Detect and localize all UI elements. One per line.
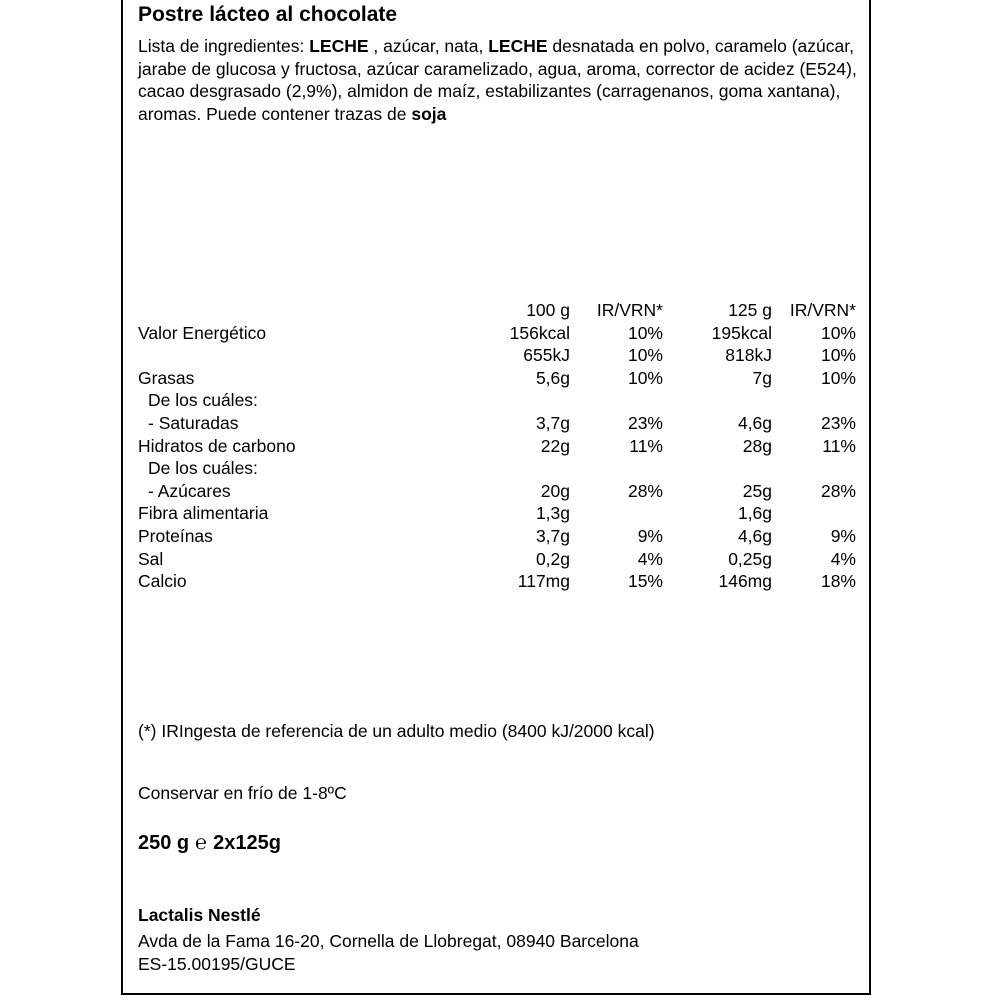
ir-125g: 4%: [830, 548, 856, 569]
nutrition-row: [138, 526, 858, 549]
nutrient-label: - Saturadas: [148, 412, 239, 433]
nutrient-label: Sal: [138, 548, 164, 569]
ir-100g: 10%: [627, 367, 663, 388]
allergen-milk: LECHE: [488, 36, 548, 56]
company-info: [138, 930, 639, 976]
value-125g: 195kcal: [711, 322, 772, 343]
value-100g: 117mg: [517, 571, 570, 592]
footnote: (*) IRIngesta de referencia de un adulto medio (8400 kJ/2000 kcal): [138, 721, 655, 741]
value-100g: 3,7g: [535, 412, 570, 433]
ir-100g: 23%: [627, 412, 663, 433]
nutrition-row: [138, 503, 858, 526]
nutrition-row: [138, 458, 858, 481]
nutrient-label: Valor Energético: [138, 322, 267, 343]
nutrition-row: [138, 368, 858, 391]
nutrition-row: [138, 571, 858, 594]
nutrition-row: [138, 323, 858, 346]
storage-instructions: Conservar en frío de 1-8ºC: [138, 783, 347, 803]
nutrition-row: [138, 436, 858, 459]
allergen-soy: soja: [411, 103, 447, 124]
value-100g: 655kJ: [523, 345, 570, 366]
value-125g: 1,6g: [737, 503, 772, 524]
registry-number: ES-15.00195/GUCE: [138, 954, 296, 974]
value-125g: 4,6g: [737, 525, 772, 546]
header-125g: 125 g: [728, 300, 772, 320]
nutrient-label: - Azúcares: [148, 480, 231, 501]
nutrition-row: [138, 481, 858, 504]
nutrition-row: [138, 390, 858, 413]
value-100g: 156kcal: [509, 322, 570, 343]
ir-100g: 4%: [637, 548, 663, 569]
ir-125g: 18%: [820, 571, 856, 592]
company-address: Avda de la Fama 16-20, Cornella de Llobregat, 08940 Barcelona: [138, 931, 639, 951]
header-ir-100: IR/VRN*: [596, 300, 663, 320]
value-125g: 25g: [742, 480, 772, 501]
ir-125g: 9%: [830, 525, 856, 546]
value-100g: 22g: [540, 435, 570, 456]
nutrition-header-row: [138, 300, 858, 323]
ingredients-text: , azúcar, nata,: [368, 36, 489, 56]
ir-100g: 15%: [627, 571, 663, 592]
nutrient-label: Fibra alimentaria: [138, 503, 269, 524]
nutrient-label: Proteínas: [138, 525, 213, 546]
ir-125g: 10%: [820, 345, 856, 366]
ir-125g: 10%: [820, 367, 856, 388]
ir-125g: 11%: [822, 435, 856, 456]
value-125g: 146mg: [718, 571, 772, 592]
ir-100g: 9%: [637, 525, 663, 546]
ingredients-text: desnatada en polvo, caramelo (azúcar, jarabe de glucosa y fructosa, azúcar caramelizado, agua, aroma, corrector de acidez (E524), cacao desgrasado (2,9%), almidon de maíz, estabilizantes (carragenanos, goma xantana), aromas. Puede contener trazas de: [138, 36, 857, 124]
value-100g: 5,6g: [535, 367, 570, 388]
estimated-sign-icon: ℮: [195, 832, 208, 854]
header-ir-125: IR/VRN*: [789, 300, 856, 320]
value-125g: 7g: [752, 367, 772, 388]
nutrient-label: Hidratos de carbono: [138, 435, 296, 456]
nutrition-row: [138, 549, 858, 572]
units-value: 2x125g: [213, 832, 282, 854]
nutrition-table: [138, 300, 858, 594]
ingredients-intro: Lista de ingredientes:: [138, 36, 310, 56]
value-125g: 0,25g: [728, 548, 772, 569]
product-title: Postre lácteo al chocolate: [138, 3, 398, 26]
company-name: Lactalis Nestlé: [138, 905, 261, 925]
nutrition-row: [138, 345, 858, 368]
nutrient-label: Grasas: [138, 367, 195, 388]
header-100g: 100 g: [526, 300, 570, 320]
value-100g: 3,7g: [535, 525, 570, 546]
value-125g: 28g: [742, 435, 772, 456]
value-100g: 20g: [540, 480, 570, 501]
ir-125g: 28%: [820, 480, 856, 501]
allergen-milk: LECHE: [309, 36, 369, 56]
ir-100g: 10%: [627, 322, 663, 343]
nutrition-row: [138, 413, 858, 436]
value-100g: 1,3g: [535, 503, 570, 524]
nutrient-label: Calcio: [138, 571, 187, 592]
ir-125g: 10%: [820, 322, 856, 343]
net-weight-value: 250 g: [138, 832, 190, 854]
ir-100g: 10%: [627, 345, 663, 366]
ir-125g: 23%: [820, 412, 856, 433]
value-100g: 0,2g: [535, 548, 570, 569]
ir-100g: 28%: [627, 480, 663, 501]
nutrient-label: De los cuáles:: [148, 458, 258, 479]
nutrient-label: De los cuáles:: [148, 390, 258, 411]
value-125g: 4,6g: [737, 412, 772, 433]
ir-100g: 11%: [629, 435, 663, 456]
ingredients-list: [138, 35, 858, 125]
value-125g: 818kJ: [725, 345, 772, 366]
net-weight: [138, 832, 281, 855]
